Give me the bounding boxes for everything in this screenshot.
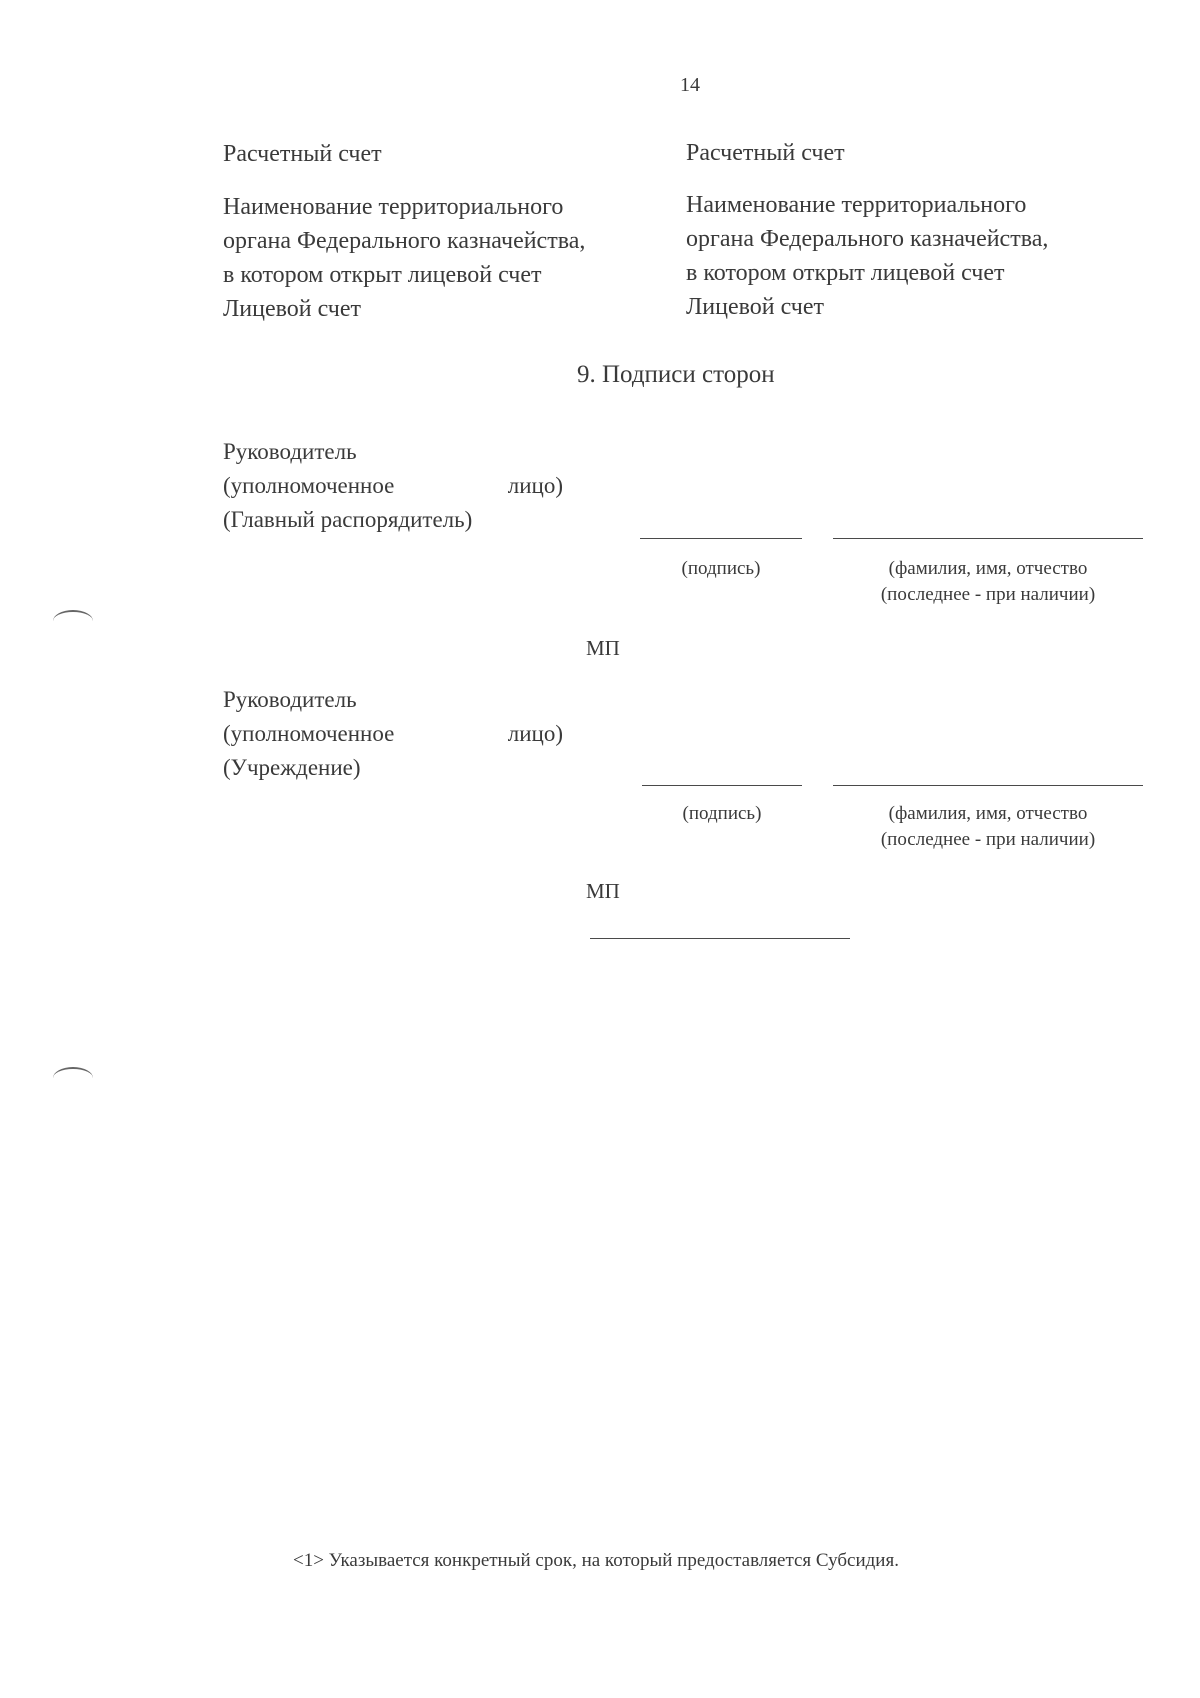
signer-title-line: Руководитель bbox=[223, 687, 357, 712]
signer-title-line: Руководитель bbox=[223, 439, 357, 464]
signer-title-line bbox=[223, 469, 563, 503]
left-treasury-line-1: Наименование территориального bbox=[223, 194, 564, 220]
footnote: <1> Указывается конкретный срок, на который предоставляется Субсидия. bbox=[293, 1550, 899, 1571]
signer-title-word: (уполномоченное bbox=[223, 473, 395, 498]
name-caption-line: (последнее - при наличии) bbox=[880, 829, 1096, 850]
left-personal-account-label: Лицевой счет bbox=[223, 296, 362, 322]
signature-line bbox=[642, 785, 802, 786]
right-treasury-line-2: органа Федерального казначейства, bbox=[686, 226, 1049, 252]
name-caption bbox=[833, 801, 1143, 853]
left-treasury-line-2: органа Федерального казначейства, bbox=[223, 228, 586, 254]
signer-title-word: лицо) bbox=[507, 721, 563, 746]
right-personal-account-label: Лицевой счет bbox=[686, 294, 825, 320]
name-caption bbox=[833, 556, 1143, 608]
signer-title-line bbox=[223, 717, 563, 751]
name-caption-line: (последнее - при наличии) bbox=[880, 584, 1096, 605]
right-treasury-line-1: Наименование территориального bbox=[686, 192, 1027, 218]
signer-2-title bbox=[223, 683, 563, 785]
binder-hole-mark bbox=[53, 610, 93, 632]
stamp-place-label: МП bbox=[586, 879, 620, 903]
left-account-label: Расчетный счет bbox=[223, 141, 382, 167]
signature-caption: (подпись) bbox=[682, 803, 762, 824]
name-line bbox=[833, 538, 1143, 539]
signer-title-line: (Учреждение) bbox=[223, 755, 361, 780]
signature-line bbox=[640, 538, 802, 539]
footnote-separator bbox=[590, 938, 850, 939]
stamp-place-label: МП bbox=[586, 636, 620, 660]
signer-title-line: (Главный распорядитель) bbox=[223, 507, 473, 532]
name-caption-line: (фамилия, имя, отчество bbox=[888, 803, 1088, 824]
right-account-label: Расчетный счет bbox=[686, 140, 845, 166]
page-number: 14 bbox=[680, 74, 700, 96]
name-caption-line: (фамилия, имя, отчество bbox=[888, 558, 1088, 579]
signer-title-word: лицо) bbox=[507, 473, 563, 498]
binder-hole-mark bbox=[53, 1067, 93, 1089]
right-treasury-line-3: в котором открыт лицевой счет bbox=[686, 260, 1005, 286]
signature-caption: (подпись) bbox=[681, 558, 761, 579]
signer-title-word: (уполномоченное bbox=[223, 721, 395, 746]
left-treasury-line-3: в котором открыт лицевой счет bbox=[223, 262, 542, 288]
signer-1-title bbox=[223, 435, 563, 537]
section-title: 9. Подписи сторон bbox=[577, 361, 775, 388]
name-line bbox=[833, 785, 1143, 786]
